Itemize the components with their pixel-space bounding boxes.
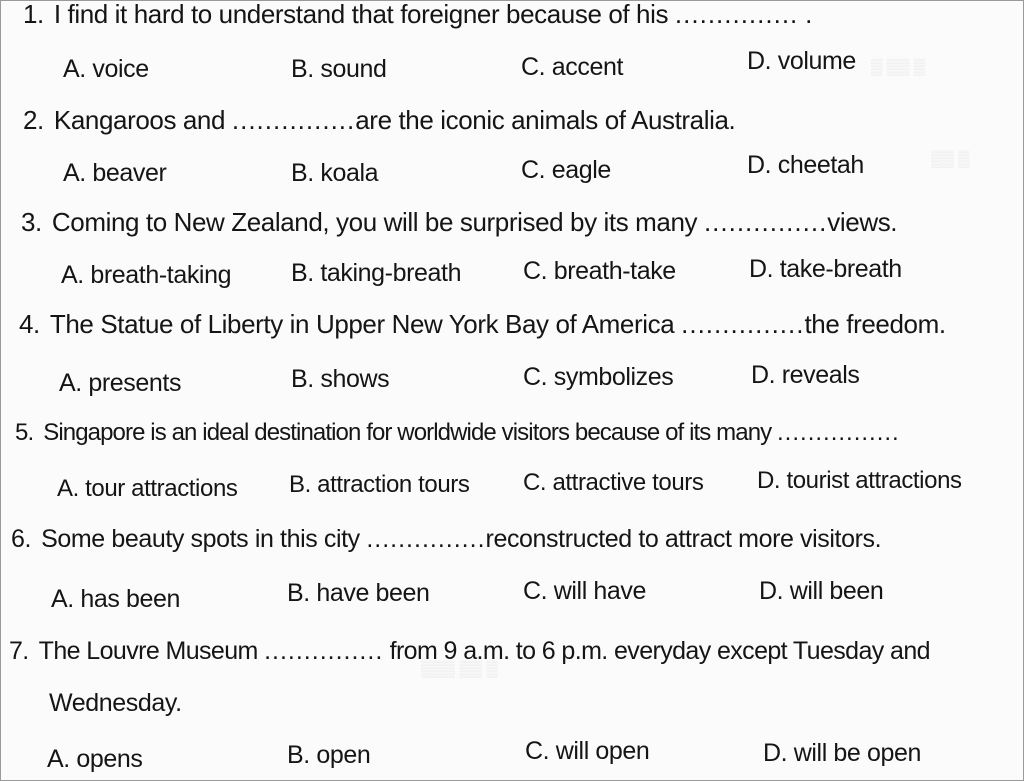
question-7-line-2: Wednesday. — [49, 689, 182, 717]
option-d[interactable]: D. reveals — [751, 361, 860, 389]
option-a[interactable]: A. breath-taking — [61, 261, 232, 289]
option-d[interactable]: D. volume — [747, 47, 856, 75]
question-5 — [15, 419, 900, 447]
answer-blank[interactable]: ................ — [777, 419, 900, 446]
question-2 — [23, 105, 735, 136]
option-a[interactable]: A. voice — [63, 55, 149, 83]
option-b[interactable]: B. shows — [291, 365, 390, 393]
question-text: Coming to New Zealand, you will be surprised by its many — [51, 207, 704, 237]
question-text: Kangaroos and — [53, 105, 232, 135]
answer-blank[interactable]: ............... — [264, 637, 384, 665]
question-3 — [21, 207, 897, 238]
bleed-through-texture: ▒▒ ▒ — [931, 151, 970, 168]
option-a[interactable]: A. has been — [51, 585, 181, 613]
option-a[interactable]: A. beaver — [63, 159, 167, 187]
option-d[interactable]: D. take-breath — [749, 255, 902, 283]
option-c[interactable]: C. will have — [523, 577, 647, 605]
option-d[interactable]: D. will be open — [763, 739, 921, 767]
option-b[interactable]: B. koala — [291, 159, 379, 187]
question-1 — [23, 0, 812, 30]
option-c[interactable]: C. attractive tours — [523, 469, 704, 496]
question-6 — [11, 525, 881, 554]
question-text: Some beauty spots in this city — [41, 525, 367, 553]
option-b[interactable]: B. taking-breath — [291, 259, 462, 287]
question-text-end: are the iconic animals of Australia. — [355, 105, 736, 135]
option-d[interactable]: D. will been — [759, 577, 884, 605]
option-b[interactable]: B. open — [287, 741, 371, 769]
question-number: 2. — [23, 105, 44, 135]
question-text-end: views. — [827, 207, 898, 237]
bleed-through-texture: ▒▒▒ ▒▒ ▒ — [421, 661, 498, 678]
answer-blank[interactable]: ............... — [231, 105, 356, 135]
question-text: The Statue of Liberty in Upper New York Bay of America — [49, 309, 682, 339]
question-text: Singapore is an ideal destination for worldwide visitors because of its many — [43, 419, 778, 446]
option-c[interactable]: C. breath-take — [523, 257, 676, 285]
question-number: 6. — [11, 525, 32, 553]
question-text-end: reconstructed to attract more visitors. — [485, 525, 882, 553]
option-c[interactable]: C. eagle — [521, 156, 611, 184]
question-number: 1. — [23, 0, 44, 29]
option-b[interactable]: B. attraction tours — [289, 471, 470, 498]
option-a[interactable]: A. presents — [59, 369, 182, 397]
option-c[interactable]: C. accent — [521, 53, 624, 81]
question-text: The Louvre Museum — [38, 637, 265, 665]
option-c[interactable]: C. symbolizes — [523, 363, 674, 391]
question-number: 3. — [21, 207, 42, 237]
answer-blank[interactable]: ............... — [674, 0, 799, 29]
question-text: I find it hard to understand that foreigner because of his — [53, 0, 675, 29]
question-number: 7. — [9, 637, 29, 665]
bleed-through-texture: ▒ ▒▒ ▒ — [871, 59, 926, 76]
question-text-end: from 9 a.m. to 6 p.m. everyday except Tuesday and — [383, 637, 930, 665]
option-d[interactable]: D. cheetah — [747, 151, 864, 179]
option-d[interactable]: D. tourist attractions — [757, 467, 962, 494]
question-4 — [19, 309, 946, 340]
option-a[interactable]: A. opens — [47, 745, 143, 773]
question-number: 4. — [19, 309, 40, 339]
answer-blank[interactable]: ............... — [681, 309, 805, 339]
question-text-end: the freedom. — [804, 309, 946, 339]
answer-blank[interactable]: ............... — [366, 525, 486, 553]
question-7 — [9, 637, 930, 666]
option-b[interactable]: B. sound — [291, 55, 387, 83]
question-text-end: . — [798, 0, 812, 29]
option-b[interactable]: B. have been — [287, 579, 430, 607]
option-c[interactable]: C. will open — [525, 737, 650, 765]
option-a[interactable]: A. tour attractions — [57, 475, 238, 502]
question-number: 5. — [15, 419, 34, 446]
answer-blank[interactable]: ............... — [703, 207, 828, 237]
